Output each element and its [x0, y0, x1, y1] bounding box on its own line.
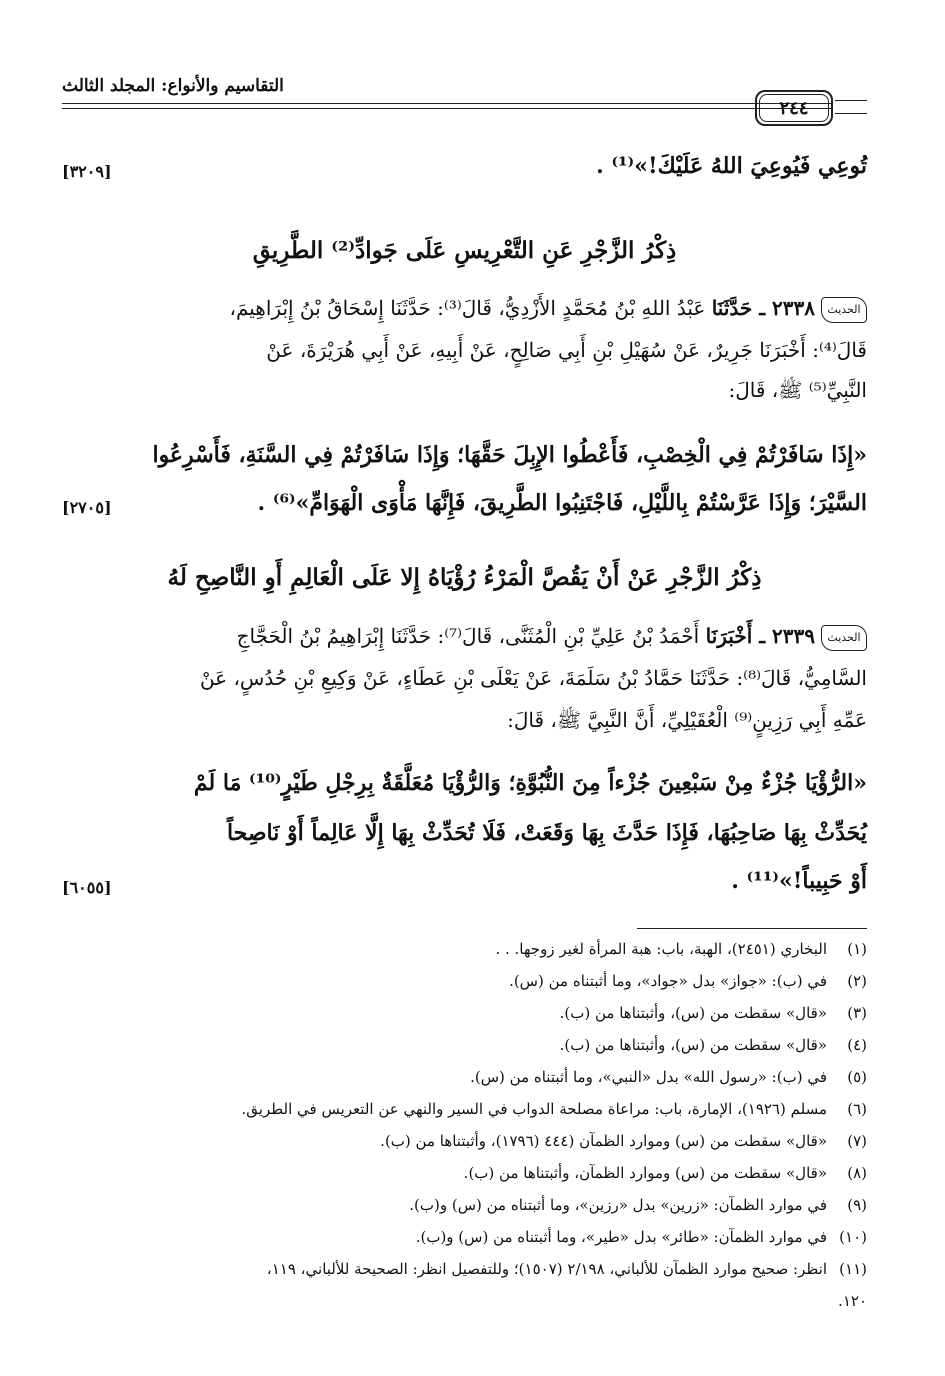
footnote-11 — [62, 1260, 867, 1278]
hadith-text: عَبْدُ اللهِ بْنُ مُحَمَّدٍ الأَزْدِيُّ، قَالَ⁽³⁾: حَدَّثَنَا إِسْحَاقُ بْنُ إِبْرَاهِيمَ، — [229, 296, 706, 320]
continuation-line — [62, 153, 867, 179]
footnote-text: انظر: صحيح موارد الظمآن للألباني، ٢/١٩٨ (١٥٠٧)؛ وللتفصيل انظر: الصحيحة للألباني، ١١٩، — [266, 1260, 827, 1278]
running-header — [62, 76, 345, 96]
footnote-number: (٤) — [847, 1036, 867, 1054]
footnote-text: في (ب): «رسول الله» بدل «النبي»، وما أثبتناه من (س). — [470, 1068, 827, 1086]
footnote-text: «قال» سقطت من (س)، وأثبتناها من (ب). — [559, 1004, 827, 1022]
hadith-2338-line-2: قَالَ⁽⁴⁾: أَخْبَرَنَا جَرِيرٌ، عَنْ سُهَيْلِ بْنِ أَبِي صَالِحٍ، عَنْ أَبِيهِ، عَنْ أَبِي هُرَيْرَةَ، عَنْ — [266, 338, 867, 362]
footnote-text: «قال» سقطت من (س) وموارد الظمآن (٤٤٤ (١٧٩٦)، وأثبتناها من (ب). — [380, 1132, 827, 1150]
footnote-text: «قال» سقطت من (س) وموارد الظمآن، وأثبتناها من (ب). — [463, 1164, 827, 1182]
footnote-number: (٥) — [847, 1068, 867, 1086]
footnote-number: (١١) — [839, 1260, 867, 1278]
hadith-badge-icon: الحديث — [821, 297, 867, 323]
hadith-2338-line-3: النَّبِيِّ⁽⁵⁾ ﷺ، قَالَ: — [728, 378, 867, 402]
hadith-2339-line-2: السَّامِيُّ، قَالَ⁽⁸⁾: حَدَّثَنَا حَمَّادُ بْنُ سَلَمَةَ، عَنْ يَعْلَى بْنِ عَطَاءٍ، عَنْ وَكِيعِ بْنِ حُدُسٍ، عَنْ — [199, 666, 867, 690]
ref-number-3: [٦٠٥٥] — [62, 878, 112, 897]
footnote-1 — [62, 940, 867, 958]
footnote-text: مسلم (١٩٢٦)، الإمارة، باب: مراعاة مصلحة الدواب في السير والنهي عن التعريس في الطريق. — [241, 1100, 827, 1118]
page-number: ٢٤٤ — [779, 97, 809, 119]
footnote-text: البخاري (٢٤٥١)، الهبة، باب: هبة المرأة لغير زوجها. . . — [495, 940, 827, 958]
hadith-badge-icon: الحديث — [821, 625, 867, 651]
footnote-8 — [62, 1164, 867, 1182]
footnote-number: (١) — [847, 940, 867, 958]
hadith-number: ٢٣٣٨ ـ حَدَّثَنَا — [711, 296, 815, 320]
hadith-2339-line-1 — [62, 624, 867, 651]
ref-number-2: [٢٧٠٥] — [62, 498, 112, 517]
footnote-5 — [62, 1068, 867, 1086]
matn-2339-line-3: أَوْ حَبِيباً!»⁽¹¹⁾ . — [731, 868, 867, 894]
footnote-number: (١٠) — [839, 1228, 867, 1246]
hadith-2338-line-1 — [62, 296, 867, 323]
footnote-9 — [62, 1196, 867, 1214]
footnote-4 — [62, 1036, 867, 1054]
matn-2338-line-2: السَّيْرَ؛ وَإِذَا عَرَّسْتُمْ بِاللَّيْلِ، فَاجْتَنِبُوا الطَّرِيقَ، فَإِنَّهَا مَأْوَى الْهَوَامِّ»⁽⁶⁾ . — [257, 490, 867, 516]
footnote-text: في (ب): «جواز» بدل «جواد»، وما أثبتناه من (س). — [509, 972, 827, 990]
header-rule-bottom — [62, 108, 833, 109]
page-number-ornament — [835, 100, 867, 114]
section-heading-1: ذِكْرُ الزَّجْرِ عَنِ التَّعْرِيسِ عَلَى جَوادِّ⁽²⁾ الطَّرِيقِ — [252, 237, 677, 264]
footnote-number: (٢) — [847, 972, 867, 990]
footnote-number: (٣) — [847, 1004, 867, 1022]
hadith-2339-line-3: عَمِّهِ أَبِي رَزِينٍ⁽⁹⁾ الْعُقَيْلِيِّ، أَنَّ النَّبِيَّ ﷺ، قَالَ: — [507, 708, 867, 732]
footnote-number: (٩) — [847, 1196, 867, 1214]
footnote-rule — [637, 928, 867, 929]
footnote-text: في موارد الظمآن: «زرين» بدل «رزين»، وما أثبتناه من (س) و(ب). — [409, 1196, 827, 1214]
footnote-11-continued — [62, 1292, 867, 1310]
hadith-text: أَحْمَدُ بْنُ عَلِيِّ بْنِ الْمُثَنَّى، قَالَ⁽⁷⁾: حَدَّثَنَا إِبْرَاهِيمُ بْنُ الْحَجَّاجِ — [236, 624, 700, 648]
page-number-box — [755, 90, 833, 126]
footnote-number: (٧) — [847, 1132, 867, 1150]
footnote-10 — [62, 1228, 867, 1246]
ref-number-1: [٣٢٠٩] — [62, 162, 112, 181]
header-rule-top — [62, 103, 833, 104]
footnote-2 — [62, 972, 867, 990]
footnote-text: في موارد الظمآن: «طائر» بدل «طير»، وما أثبتناه من (س) و(ب). — [415, 1228, 827, 1246]
footnote-text: «قال» سقطت من (س)، وأثبتناها من (ب). — [559, 1036, 827, 1054]
footnote-3 — [62, 1004, 867, 1022]
footnote-number: (٦) — [847, 1100, 867, 1118]
matn-2339-line-2: يُحَدِّثْ بِهَا صَاحِبُهَا، فَإِذَا حَدَّثَ بِهَا وَقَعَتْ، فَلَا تُحَدِّثْ بِهَا إِلَّا عَالِماً أَوْ نَاصِحاً — [226, 820, 867, 846]
matn-2338-line-1: «إِذَا سَافَرْتُمْ فِي الْخِصْبِ، فَأَعْطُوا الإِبِلَ حَقَّهَا؛ وَإِذَا سَافَرْتُمْ فِي السَّنَةِ، فَأَسْرِعُوا — [152, 442, 867, 468]
continuation-text: تُوعِي فَيُوعِيَ اللهُ عَلَيْكَ!»⁽¹⁾ . — [596, 153, 867, 179]
footnote-7 — [62, 1132, 867, 1150]
footnote-number: (٨) — [847, 1164, 867, 1182]
section-heading-2: ذِكْرُ الزَّجْرِ عَنْ أَنْ يَقُصَّ الْمَرْءُ رُؤْيَاهُ إِلا عَلَى الْعَالِمِ أَوِ النَّاصِحِ لَهُ — [167, 564, 762, 591]
running-header-title: التقاسيم والأنواع: المجلد الثالث — [62, 76, 284, 96]
footnote-6 — [62, 1100, 867, 1118]
hadith-number: ٢٣٣٩ ـ أَخْبَرَنَا — [705, 624, 815, 648]
footnote-text: ١٢٠. — [838, 1292, 867, 1310]
matn-2339-line-1: «الرُّؤْيَا جُزْءٌ مِنْ سَبْعِينَ جُزْءاً مِنَ النُّبُوَّةِ؛ وَالرُّؤْيَا مُعَلَّقَةٌ بِرِجْلِ طَيْرٍ⁽¹⁰⁾ مَا لَمْ — [193, 770, 867, 796]
